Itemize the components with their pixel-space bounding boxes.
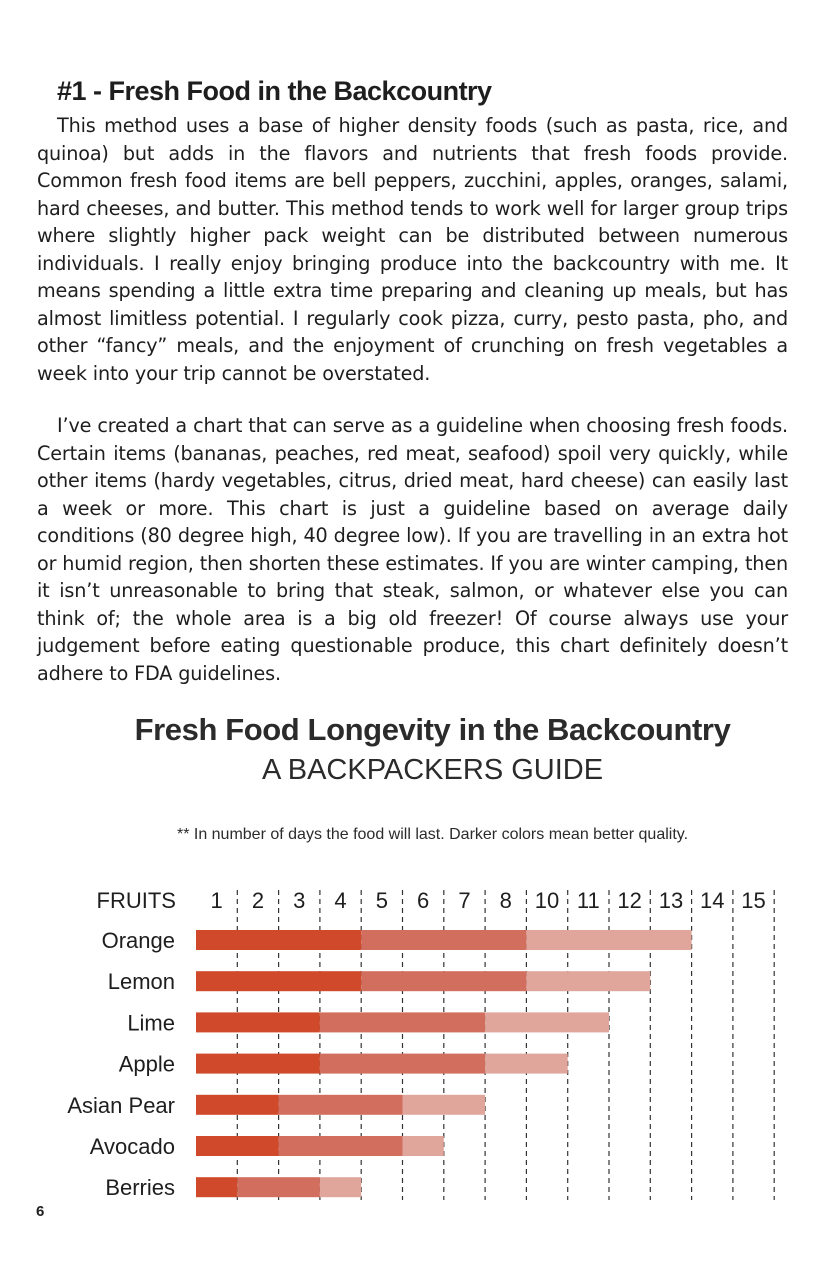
category-label: Avocado [89,1134,175,1159]
x-tick-label: 8 [499,888,512,913]
x-tick-label: 13 [658,888,684,913]
x-tick-label: 2 [251,888,265,913]
group-label: FRUITS [96,888,176,913]
bar-segment [237,1177,320,1197]
chart-note: ** In number of days the food will last. Darker colors mean better quality. [176,826,689,843]
bar-segment [320,1177,361,1197]
category-label: Berries [105,1175,175,1201]
bar-segment [526,971,650,991]
bar-segment [196,1054,320,1074]
bar-segment [403,1095,486,1115]
bar-segment [485,1012,609,1032]
x-tick-label: 10 [534,888,560,913]
bar-segment [196,1136,279,1156]
body-paragraph-2: I’ve created a chart that can serve as a guideline when choosing fresh foods. Certain items (bananas, peaches, red meat, seafood) spoil very quickly, while other items (hardy vegetables, citrus, dried meat, hard cheese) can easily last a week or more. This chart is just a guideline based on average daily conditions (80 degree high, 40 degree low). If you are travelling in an extra hot or humid region, then shorten these estimates. If you are winter camping, then it isn’t unreasonable to bring that steak, salmon, or whatever else you can think of; the whole area is a big old freezer! Of course always use your judgement before eating questionable produce, this chart definitely doesn’t adhere to FDA guidelines. [37,414,788,685]
bar-segment [361,930,526,950]
bar-segment [526,930,691,950]
x-tick-label: 4 [334,888,347,913]
x-tick-label: 12 [617,888,642,913]
bar-segment [196,971,361,991]
chart-subtitle: A BACKPACKERS GUIDE [261,754,604,786]
body-paragraph-1: This method uses a base of higher density foods (such as pasta, rice, and quinoa) but adds in the flavors and nutrients that fresh foods provide. Common fresh food items are bell peppers, zucchini, apples, oranges, salami, hard cheeses, and butter. This method tends to work well for larger group trips where slightly higher pack weight can be distributed between numerous individuals. I really enjoy bringing produce into the backcountry with me. It means spending a little extra time preparing and cleaning up meals, but has almost limitless potential. I regularly cook pizza, curry, pesto pasta, pho, and other “fancy” meals, and the enjoyment of crunching on fresh vegetables a week into your trip cannot be overstated. [37,114,788,385]
bar-segment [196,1177,237,1197]
bar-segment [196,930,361,950]
bar-segment [361,971,526,991]
x-tick-label: 1 [210,888,223,913]
bar-segment [403,1136,444,1156]
x-tick-label: 6 [417,888,430,913]
bar-segment [196,1095,279,1115]
category-label: Lime [127,1010,175,1036]
category-label: Lemon [107,969,175,995]
bar-segment [279,1136,403,1156]
x-tick-label: 7 [458,888,471,913]
chart-title: Fresh Food Longevity in the Backcountry [134,712,731,747]
section-heading: #1 - Fresh Food in the Backcountry [57,76,492,106]
category-label: Apple [118,1051,175,1077]
x-tick-label: 3 [293,888,306,913]
category-label: Asian Pear [67,1092,175,1118]
x-tick-label: 5 [375,888,388,913]
page-number: 6 [36,1203,45,1220]
bar-segment [320,1012,485,1032]
category-label: Orange [101,928,175,953]
x-tick-label: 14 [700,888,725,913]
bar-segment [320,1054,485,1074]
longevity-bar-chart [0,870,825,1205]
x-tick-label: 15 [741,888,766,913]
bar-segment [485,1054,568,1074]
bar-segment [279,1095,403,1115]
x-tick-label: 11 [576,888,600,913]
bar-segment [196,1012,320,1032]
